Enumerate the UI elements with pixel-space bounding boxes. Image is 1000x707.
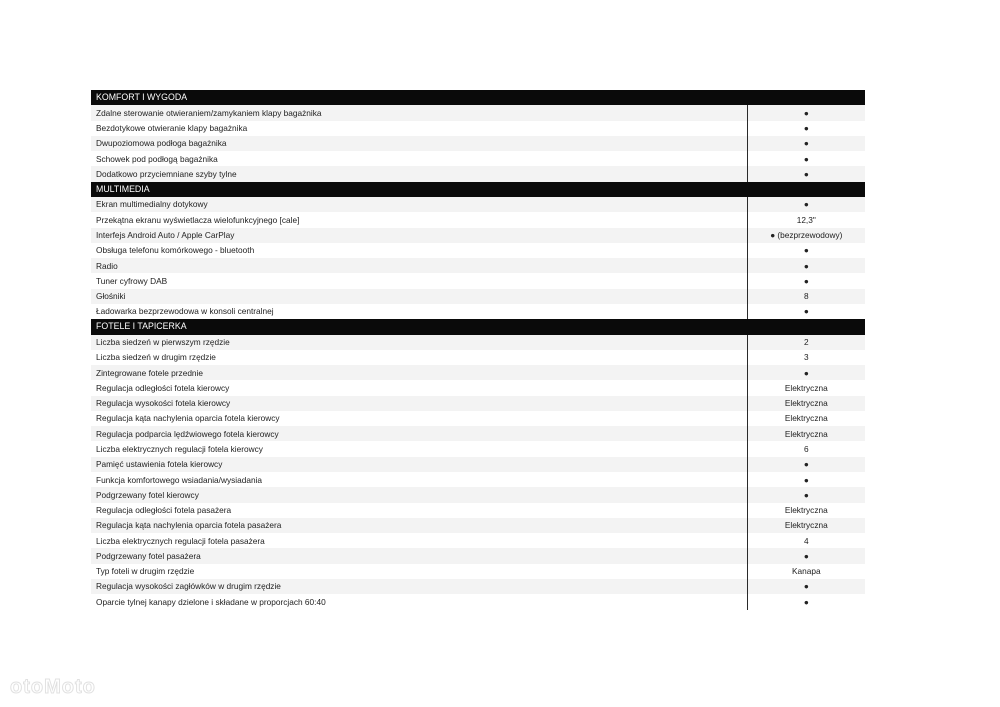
feature-value: ● [747, 457, 865, 472]
feature-label: Regulacja kąta nachylenia oparcia fotela pasażera [91, 518, 747, 533]
feature-value: ● [747, 304, 865, 319]
feature-label: Liczba siedzeń w pierwszym rzędzie [91, 335, 747, 350]
feature-value: ● [747, 548, 865, 563]
feature-value: ● [747, 105, 865, 120]
feature-label: Regulacja wysokości fotela kierowcy [91, 396, 747, 411]
table-row [91, 548, 865, 563]
feature-value: ● [747, 594, 865, 609]
feature-label: Bezdotykowe otwieranie klapy bagażnika [91, 121, 747, 136]
feature-label: Głośniki [91, 289, 747, 304]
table-row [91, 411, 865, 426]
feature-value: ● [747, 136, 865, 151]
feature-label: Schowek pod podłogą bagażnika [91, 151, 747, 166]
section-header-row [91, 182, 865, 197]
feature-label: Ładowarka bezprzewodowa w konsoli centralnej [91, 304, 747, 319]
feature-label: Liczba siedzeń w drugim rzędzie [91, 350, 747, 365]
feature-label: Dwupoziomowa podłoga bagażnika [91, 136, 747, 151]
feature-value: ● [747, 258, 865, 273]
section-title: FOTELE I TAPICERKA [91, 319, 865, 334]
table-row [91, 121, 865, 136]
feature-value: ● [747, 151, 865, 166]
table-row [91, 503, 865, 518]
table-row [91, 136, 865, 151]
feature-value: ● (bezprzewodowy) [747, 228, 865, 243]
feature-label: Radio [91, 258, 747, 273]
feature-label: Zintegrowane fotele przednie [91, 365, 747, 380]
feature-value: ● [747, 166, 865, 181]
feature-value: Elektryczna [747, 503, 865, 518]
feature-label: Pamięć ustawienia fotela kierowcy [91, 457, 747, 472]
table-row [91, 426, 865, 441]
table-row [91, 457, 865, 472]
spec-table [91, 90, 865, 610]
feature-label: Regulacja odległości fotela pasażera [91, 503, 747, 518]
table-row [91, 151, 865, 166]
feature-label: Zdalne sterowanie otwieraniem/zamykaniem klapy bagażnika [91, 105, 747, 120]
feature-value: ● [747, 579, 865, 594]
feature-value: ● [747, 243, 865, 258]
feature-label: Tuner cyfrowy DAB [91, 273, 747, 288]
section-title: KOMFORT I WYGODA [91, 90, 865, 105]
feature-label: Oparcie tylnej kanapy dzielone i składane w proporcjach 60:40 [91, 594, 747, 609]
feature-label: Podgrzewany fotel kierowcy [91, 487, 747, 502]
feature-label: Regulacja odległości fotela kierowcy [91, 380, 747, 395]
section-header-row [91, 319, 865, 334]
table-row [91, 350, 865, 365]
table-row [91, 335, 865, 350]
table-row [91, 380, 865, 395]
feature-value: ● [747, 273, 865, 288]
table-row [91, 243, 865, 258]
table-row [91, 518, 865, 533]
feature-label: Regulacja wysokości zagłówków w drugim rzędzie [91, 579, 747, 594]
table-row [91, 258, 865, 273]
feature-value: ● [747, 197, 865, 212]
feature-value: Elektryczna [747, 411, 865, 426]
feature-label: Liczba elektrycznych regulacji fotela pasażera [91, 533, 747, 548]
watermark-logo: otoMoto [10, 676, 96, 698]
feature-value: 6 [747, 441, 865, 456]
table-row [91, 273, 865, 288]
feature-label: Dodatkowo przyciemniane szyby tylne [91, 166, 747, 181]
table-row [91, 212, 865, 227]
table-row [91, 396, 865, 411]
feature-value: ● [747, 121, 865, 136]
feature-label: Liczba elektrycznych regulacji fotela kierowcy [91, 441, 747, 456]
feature-label: Funkcja komfortowego wsiadania/wysiadania [91, 472, 747, 487]
feature-value: Elektryczna [747, 426, 865, 441]
table-row [91, 365, 865, 380]
table-row [91, 533, 865, 548]
table-row [91, 105, 865, 120]
feature-label: Interfejs Android Auto / Apple CarPlay [91, 228, 747, 243]
table-row [91, 564, 865, 579]
feature-value: 8 [747, 289, 865, 304]
table-row [91, 594, 865, 609]
table-row [91, 304, 865, 319]
section-title: MULTIMEDIA [91, 182, 865, 197]
feature-value: Kanapa [747, 564, 865, 579]
section-header-row [91, 90, 865, 105]
feature-label: Typ foteli w drugim rzędzie [91, 564, 747, 579]
feature-value: Elektryczna [747, 518, 865, 533]
feature-label: Obsługa telefonu komórkowego - bluetooth [91, 243, 747, 258]
table-row [91, 289, 865, 304]
feature-value: ● [747, 487, 865, 502]
feature-value: 4 [747, 533, 865, 548]
feature-value: 12,3" [747, 212, 865, 227]
table-row [91, 472, 865, 487]
table-row [91, 579, 865, 594]
feature-value: Elektryczna [747, 380, 865, 395]
feature-value: 3 [747, 350, 865, 365]
feature-label: Podgrzewany fotel pasażera [91, 548, 747, 563]
feature-label: Regulacja podparcia lędźwiowego fotela kierowcy [91, 426, 747, 441]
feature-label: Ekran multimedialny dotykowy [91, 197, 747, 212]
feature-label: Regulacja kąta nachylenia oparcia fotela kierowcy [91, 411, 747, 426]
table-row [91, 166, 865, 181]
table-row [91, 228, 865, 243]
table-row [91, 197, 865, 212]
feature-value: 2 [747, 335, 865, 350]
feature-value: Elektryczna [747, 396, 865, 411]
feature-label: Przekątna ekranu wyświetlacza wielofunkcyjnego [cale] [91, 212, 747, 227]
feature-value: ● [747, 365, 865, 380]
table-row [91, 441, 865, 456]
feature-value: ● [747, 472, 865, 487]
spec-table-body [91, 90, 865, 610]
table-row [91, 487, 865, 502]
